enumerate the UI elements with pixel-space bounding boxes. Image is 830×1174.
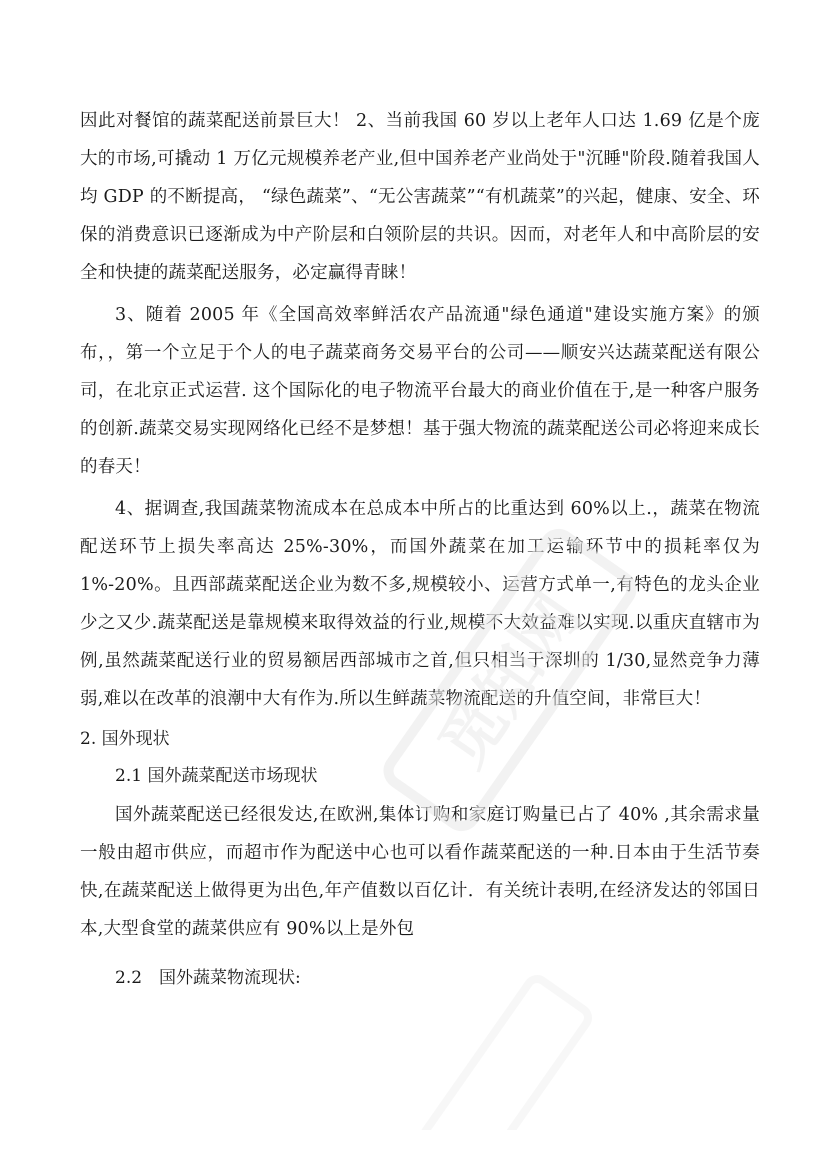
document-page <box>80 102 760 998</box>
paragraph-3: 4、据调查,我国蔬菜物流成本在总成本中所占的比重达到 60%以上.，蔬菜在物流配送环节上损失率高达 25%-30%，而国外蔬菜在加工运输环节中的损耗率仅为 1%-20%。且西部蔬菜配送企业为数不多,规模较小、运营方式单一,有特色的龙头企业少之又少.蔬菜配送是靠规模来取得效益的行业,规模不大效益难以实现.以重庆直辖市为例,虽然蔬菜配送行业的贸易额居西部城市之首,但只相当于深圳的 1/30,显然竞争力薄弱,难以在改革的浪潮中大有作为.所以生鲜蔬菜物流配送的升值空间，非常巨大！ <box>80 499 760 709</box>
section-heading: 2. 国外现状 <box>80 729 170 749</box>
paragraph-1: 因此对餐馆的蔬菜配送前景巨大！ 2、当前我国 60 岁以上老年人口达 1.69 亿是个庞大的市场,可撬动 1 万亿元规模养老产业,但中国养老产业尚处于"沉睡"阶段.随着我国人均 GDP 的不断提高， “绿色蔬菜”、“无公害蔬菜”“有机蔬菜”的兴起，健康、安全、环保的消费意识已逐渐成为中产阶层和白领阶层的共识。因而，对老年人和中高阶层的安全和快捷的蔬菜配送服务，必定赢得青睐！ <box>80 111 760 283</box>
subsection-heading-2: 2.2 国外蔬菜物流现状: <box>115 968 301 988</box>
watermark-text: 觅知网 <box>425 580 597 781</box>
paragraph-2: 3、随着 2005 年《全国高效率鲜活农产品流通"绿色通道"建设实施方案》的颁布，，第一个立足于个人的电子蔬菜商务交易平台的公司——顺安兴达蔬菜配送有限公司，在北京正式运营. 这个国际化的电子物流平台最大的商业价值在于,是一种客户服务的创新.蔬菜交易实现网络化已经不是梦想！基于强大物流的蔬菜配送公司必将迎来成长的春天！ <box>80 305 760 477</box>
subsection-heading-1: 2.1 国外蔬菜配送市场现状 <box>115 766 318 786</box>
paragraph-foreign: 国外蔬菜配送已经很发达,在欧洲,集体订购和家庭订购量已占了 40% ,其余需求量一般由超市供应，而超市作为配送中心也可以看作蔬菜配送的一种.日本由于生活节奏快,在蔬菜配送上做得更为出色,年产值数以百亿计．有关统计表明,在经济发达的邻国日本,大型食堂的蔬菜供应有 90%以上是外包 <box>80 805 760 939</box>
